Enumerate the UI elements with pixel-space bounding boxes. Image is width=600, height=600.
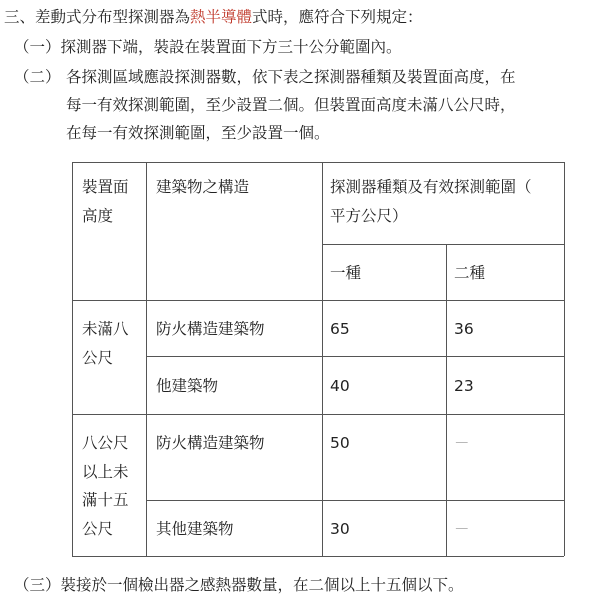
row-3-type-1: 50	[330, 434, 350, 452]
item-3	[14, 574, 464, 596]
row-4-type-1: 30	[330, 520, 350, 538]
row-4-structure: 其他建築物	[156, 520, 234, 538]
header-detector-line-2: 平方公尺）	[330, 207, 408, 225]
row-3-height-line-2: 以上未	[82, 463, 129, 481]
header-height-line-2: 高度	[82, 207, 114, 225]
row-4-type-2: －	[454, 520, 470, 538]
table-rule-col3	[322, 162, 323, 556]
item-1-text: 探測器下端，裝設在裝置面下方三十公分範圍內。	[60, 38, 402, 56]
item-2-line-3: 在每一有效探測範圍，至少設置一個。	[66, 124, 330, 142]
row-3-height-line-3: 滿十五	[82, 491, 129, 509]
row-2-type-1: 40	[330, 377, 350, 395]
table-rule-subheader	[322, 244, 564, 245]
row-3-structure: 防火構造建築物	[156, 434, 265, 452]
table-rule-row4	[146, 500, 564, 501]
row-1-type-1: 65	[330, 320, 350, 338]
section-heading-suffix: 式時，應符合下列規定：	[252, 8, 423, 26]
table-rule-left	[72, 162, 73, 556]
item-3-text: 裝接於一個檢出器之感熱器數量，在二個以上十五個以下。	[60, 576, 464, 594]
header-height-line-1: 裝置面	[82, 178, 129, 196]
row-1-height-line-1: 未滿八	[82, 320, 129, 338]
table-rule-row2	[146, 356, 564, 357]
row-1-height-line-2: 公尺	[82, 349, 114, 367]
row-2-structure: 他建築物	[156, 377, 219, 395]
row-3-type-2: －	[454, 434, 470, 452]
row-3-height-line-1: 八公尺	[82, 434, 129, 452]
section-heading-prefix: 三、差動式分布型探測器為	[4, 8, 191, 26]
row-1-type-2: 36	[454, 320, 474, 338]
header-type-2: 二種	[454, 264, 486, 282]
item-3-label: （三）	[14, 576, 61, 594]
header-type-1: 一種	[330, 264, 362, 282]
header-detector-line-1: 探測器種類及有效探測範圍（	[330, 178, 532, 196]
table-rule-col4	[446, 244, 447, 556]
table-rule-bottom	[72, 556, 564, 557]
item-2-label: （二）	[14, 68, 61, 86]
item-2-line-1: 各探測區域應設探測器數，依下表之探測器種類及裝置面高度，在	[66, 68, 516, 86]
item-1-label: （一）	[14, 38, 61, 56]
row-2-type-2: 23	[454, 377, 474, 395]
row-3-height-line-4: 公尺	[82, 520, 114, 538]
table-rule-col2	[146, 162, 147, 556]
table-rule-right	[564, 162, 565, 556]
section-heading-highlight: 熱半導體	[190, 8, 253, 26]
header-structure: 建築物之構造	[156, 178, 250, 196]
item-2-line-2: 每一有效探測範圍，至少設置二個。但裝置面高度未滿八公尺時，	[66, 96, 516, 114]
row-1-structure: 防火構造建築物	[156, 320, 265, 338]
